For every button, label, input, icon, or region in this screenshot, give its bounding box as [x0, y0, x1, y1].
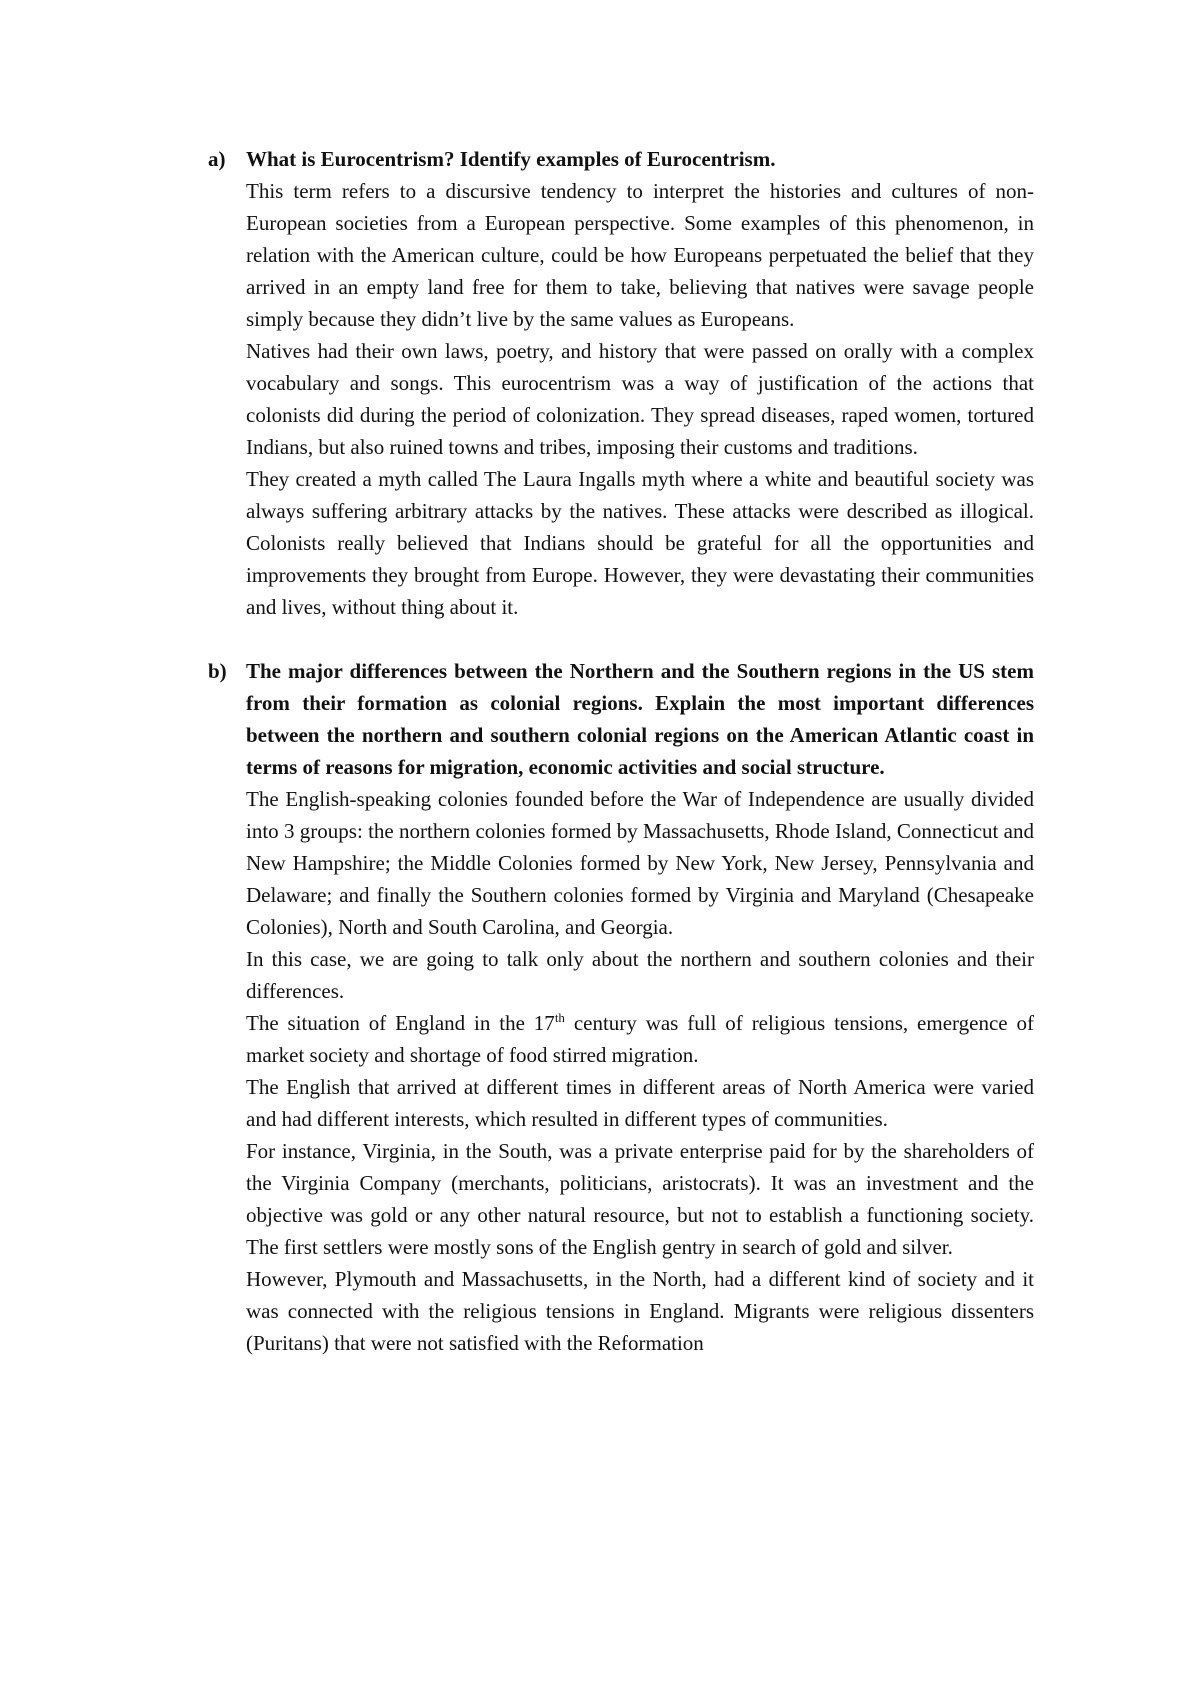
section-a-marker: a)	[208, 147, 226, 171]
document-body	[208, 143, 1034, 1359]
section-b-marker: b)	[208, 659, 227, 683]
section-b-paragraph-5: For instance, Virginia, in the South, was a private enterprise paid for by the shareholders of the Virginia Company (merchants, politicians, aristocrats). It was an investment and the objective was gold or any other natural resource, but not to establish a functioning society. The first settlers were mostly sons of the English gentry in search of gold and silver.	[246, 1139, 1034, 1259]
section-b-paragraph-1: The English-speaking colonies founded before the War of Independence are usually divided into 3 groups: the northern colonies formed by Massachusetts, Rhode Island, Connecticut and New Hampshire; the Middle Colonies formed by New York, New Jersey, Pennsylvania and Delaware; and finally the Southern colonies formed by Virginia and Maryland (Chesapeake Colonies), North and South Carolina, and Georgia.	[246, 787, 1034, 939]
section-b-paragraph-2: In this case, we are going to talk only about the northern and southern colonies and their differences.	[246, 947, 1034, 1003]
century-sentence-start: The situation of England in the 17	[246, 1011, 555, 1035]
section-a-paragraph-1: This term refers to a discursive tendency to interpret the histories and cultures of non-European societies from a European perspective. Some examples of this phenomenon, in relation with the American culture, could be how Europeans perpetuated the belief that they arrived in an empty land free for them to take, believing that natives were savage people simply because they didn’t live by the same values as Europeans.	[246, 179, 1034, 331]
century-sentence-end: century was full of religious tensions, emergence of market society and shortage of food stirred migration.	[246, 1011, 1034, 1067]
section-b-paragraph-4: The English that arrived at different times in different areas of North America were varied and had different interests, which resulted in different types of communities.	[246, 1075, 1034, 1131]
section-b-paragraph-3	[246, 1007, 1034, 1071]
section-a	[208, 143, 1034, 623]
section-b-paragraph-6: However, Plymouth and Massachusetts, in the North, had a different kind of society and it was connected with the religious tensions in England. Migrants were religious dissenters (Puritans) that were not satisfied with the Reformation	[246, 1267, 1034, 1355]
section-b	[208, 655, 1034, 1359]
century-superscript: th	[554, 1010, 565, 1025]
section-a-heading: What is Eurocentrism? Identify examples of Eurocentrism.	[246, 147, 776, 171]
section-a-paragraph-3: They created a myth called The Laura Ingalls myth where a white and beautiful society was always suffering arbitrary attacks by the natives. These attacks were described as illogical. Colonists really believed that Indians should be grateful for all the opportunities and improvements they brought from Europe. However, they were devastating their communities and lives, without thing about it.	[246, 467, 1034, 619]
section-b-heading: The major differences between the Northern and the Southern regions in the US stem from their formation as colonial regions. Explain the most important differences between the northern and southern colonial regions on the American Atlantic coast in terms of reasons for migration, economic activities and social structure.	[246, 659, 1034, 779]
section-a-paragraph-2: Natives had their own laws, poetry, and history that were passed on orally with a complex vocabulary and songs. This eurocentrism was a way of justification of the actions that colonists did during the period of colonization. They spread diseases, raped women, tortured Indians, but also ruined towns and tribes, imposing their customs and traditions.	[246, 339, 1034, 459]
